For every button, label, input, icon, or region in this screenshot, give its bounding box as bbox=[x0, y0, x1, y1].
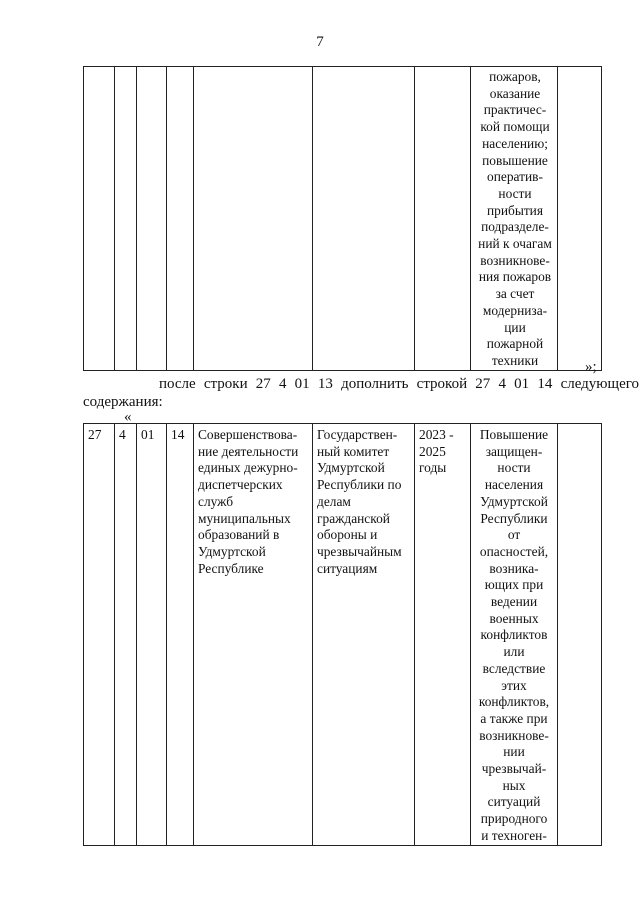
cell-extra bbox=[558, 67, 602, 371]
inserted-row-table bbox=[83, 423, 602, 846]
text-line: ведении bbox=[490, 594, 538, 610]
text-line: конфликтов, bbox=[478, 694, 550, 710]
table-row bbox=[84, 67, 602, 371]
cell-name bbox=[194, 424, 313, 846]
text-line: годы bbox=[419, 460, 447, 476]
cell-main-activity: 01 bbox=[137, 424, 167, 846]
text-line: населению; bbox=[482, 135, 548, 151]
text-line: ние деятельности bbox=[198, 443, 299, 459]
text-line: 2023 - bbox=[419, 427, 454, 442]
text-line: 2025 bbox=[419, 443, 446, 459]
cell-subprogram: 4 bbox=[115, 424, 137, 846]
text-line: за счет bbox=[495, 286, 535, 302]
text-line: от bbox=[507, 527, 521, 543]
continued-table bbox=[83, 66, 602, 371]
text-line: Республики bbox=[480, 510, 548, 526]
page-number: 7 bbox=[316, 34, 324, 50]
text-line: а также при bbox=[480, 710, 548, 726]
text-line: ситуациям bbox=[317, 560, 378, 576]
text-line: опасностей, bbox=[479, 543, 549, 559]
text-line: вследствие bbox=[482, 660, 546, 676]
text-line: техники bbox=[491, 352, 539, 368]
text-line: оператив- bbox=[487, 169, 543, 185]
cell-executor bbox=[313, 424, 415, 846]
text-line: Государствен- bbox=[317, 427, 398, 442]
text-line: единых дежурно- bbox=[198, 460, 298, 476]
text-line: обороны и bbox=[317, 527, 378, 543]
text-line: оказание bbox=[489, 85, 541, 101]
text-line: диспетчерских bbox=[198, 477, 283, 493]
cell-main-activity bbox=[137, 67, 167, 371]
text-line: природного bbox=[480, 811, 548, 827]
cell-program bbox=[84, 67, 115, 371]
text-line: чрезвычай- bbox=[481, 761, 547, 777]
text-line: ности bbox=[498, 185, 532, 201]
text-line: образований в bbox=[198, 527, 280, 543]
closing-quote: »; bbox=[585, 359, 597, 375]
text-line: ции bbox=[504, 319, 526, 335]
cell-activity: 14 bbox=[167, 424, 194, 846]
text-line: защищен- bbox=[485, 443, 543, 459]
text-line: или bbox=[503, 644, 525, 660]
text-line: ных bbox=[502, 777, 526, 793]
text-line: возника- bbox=[489, 560, 539, 576]
text-line: населения bbox=[484, 477, 544, 493]
text-line: кой помощи bbox=[480, 119, 550, 135]
text-line: ный комитет bbox=[317, 443, 390, 459]
text-line: возникнове- bbox=[479, 727, 549, 743]
text-line: пожарной bbox=[486, 336, 544, 352]
table-row bbox=[84, 424, 602, 846]
cell-period bbox=[415, 67, 471, 371]
cell-goal bbox=[471, 67, 558, 371]
cell-name bbox=[194, 67, 313, 371]
cell-executor bbox=[313, 67, 415, 371]
paragraph-line-2: содержания: bbox=[83, 394, 163, 410]
text-line: Республики по bbox=[317, 477, 402, 493]
text-line: ния пожаров bbox=[478, 269, 552, 285]
text-line: ний к очагам bbox=[478, 236, 552, 252]
text-line: чрезвычайным bbox=[317, 543, 402, 559]
text-line: модерниза- bbox=[482, 302, 548, 318]
text-line: Удмуртской bbox=[480, 493, 548, 509]
paragraph-line-1: после строки 27 4 01 13 дополнить строкой 27 4 01 14 следующего bbox=[159, 376, 639, 392]
cell-subprogram bbox=[115, 67, 137, 371]
text-line: гражданской bbox=[317, 510, 390, 526]
text-line: ситуаций bbox=[487, 794, 541, 810]
text-line: Удмуртской bbox=[317, 460, 385, 476]
text-line: практичес- bbox=[483, 102, 547, 118]
text-line: ющих при bbox=[484, 577, 544, 593]
text-line: Республике bbox=[198, 560, 264, 576]
text-line: Удмуртской bbox=[198, 543, 266, 559]
cell-extra bbox=[558, 424, 602, 846]
text-line: служб bbox=[198, 493, 234, 509]
text-line: Совершенствова- bbox=[198, 427, 298, 442]
text-line: прибытия bbox=[486, 202, 543, 218]
text-line: военных bbox=[489, 610, 539, 626]
cell-period bbox=[415, 424, 471, 846]
cell-program: 27 bbox=[84, 424, 115, 846]
text-line: ности bbox=[497, 460, 531, 476]
text-line: подразделе- bbox=[481, 219, 549, 235]
text-line: конфликтов bbox=[480, 627, 548, 643]
text-line: и техноген- bbox=[481, 827, 547, 843]
cell-activity bbox=[167, 67, 194, 371]
text-line: муниципальных bbox=[198, 510, 291, 526]
text-line: повышение bbox=[482, 152, 548, 168]
text-line: Повышение bbox=[479, 427, 549, 442]
cell-goal bbox=[471, 424, 558, 846]
text-line: нии bbox=[503, 744, 525, 760]
text-line: возникнове- bbox=[480, 252, 550, 268]
text-line: этих bbox=[501, 677, 527, 693]
opening-quote: « bbox=[124, 409, 132, 425]
text-line: делам bbox=[317, 493, 351, 509]
text-line: пожаров, bbox=[489, 69, 541, 84]
